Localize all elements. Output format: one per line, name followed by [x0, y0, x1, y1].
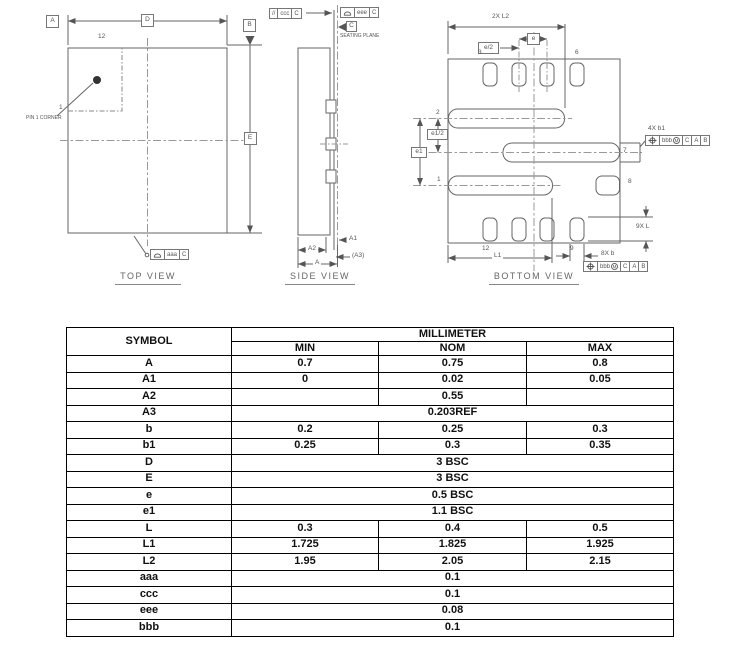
symbol-cell: L: [67, 521, 232, 538]
table-row: [67, 504, 674, 521]
symbol-cell: e1: [67, 504, 232, 521]
symbol-cell: A3: [67, 405, 232, 422]
table-row: [67, 537, 674, 554]
value-cell-merged: 3 BSC: [232, 455, 674, 472]
dim-label-4xb1: 4X b1: [648, 125, 665, 132]
fcf-side-profile: [340, 7, 379, 18]
value-cell: 0.5: [527, 521, 674, 538]
lead-bump: [326, 170, 336, 183]
dim-label-A: A: [315, 259, 320, 266]
side-view-title: SIDE VIEW: [280, 271, 360, 285]
dim-label-e1-half: e1/2: [427, 129, 448, 140]
dimension-table-body: [67, 328, 674, 637]
symbol-cell: L2: [67, 554, 232, 571]
fcf-tolerance: aaa: [164, 250, 179, 259]
value-cell: 0.25: [232, 438, 379, 455]
value-cell: 0.02: [379, 372, 527, 389]
pin3-number: 3: [478, 49, 482, 56]
fcf-datum: C: [620, 262, 629, 271]
table-row: [67, 471, 674, 488]
datum-b-triangle-icon: [246, 36, 255, 45]
pad: [570, 218, 584, 241]
datum-c-triangle-icon: [338, 23, 346, 31]
pin7-number: 7: [623, 147, 627, 154]
table-row: [67, 620, 674, 637]
table-row: [67, 438, 674, 455]
parallelism-icon: //: [272, 10, 276, 17]
fcf-datum: C: [291, 9, 300, 18]
pin9-number: 9: [570, 245, 574, 252]
dim-label-D: D: [141, 14, 154, 27]
symbol-cell: e: [67, 488, 232, 505]
table-row: [67, 405, 674, 422]
fcf-datum: C: [369, 8, 378, 17]
value-cell: 0: [232, 372, 379, 389]
top-view-title: TOP VIEW: [103, 271, 193, 285]
value-cell: 1.925: [527, 537, 674, 554]
pin8-number: 8: [628, 178, 632, 185]
fcf-parallelism: [269, 8, 302, 19]
symbol-header: SYMBOL: [67, 328, 232, 356]
fcf-datum: A: [691, 136, 700, 145]
profile-of-surface-icon: [151, 250, 164, 259]
leader-dot: [145, 253, 149, 257]
table-row: [67, 488, 674, 505]
value-cell-merged: 3 BSC: [232, 471, 674, 488]
seating-plane-note: SEATING PLANE: [340, 33, 380, 39]
unit-group-header: MILLIMETER: [232, 328, 674, 342]
table-row: [67, 587, 674, 604]
value-cell-merged: 1.1 BSC: [232, 504, 674, 521]
top-view-geometry: [57, 15, 262, 257]
pad-pin8: [596, 176, 620, 195]
value-cell: 0.3: [232, 521, 379, 538]
fcf-top-profile: [150, 249, 189, 260]
pin1-number: 1: [59, 104, 63, 111]
dim-label-L1: L1: [494, 252, 502, 259]
value-cell: 0.3: [379, 438, 527, 455]
fcf-datum: B: [638, 262, 647, 271]
value-cell: 0.2: [232, 422, 379, 439]
value-cell: 0.4: [379, 521, 527, 538]
leader-line: [134, 236, 146, 254]
value-cell: [527, 389, 674, 406]
position-tolerance-icon: [646, 136, 659, 145]
datum-a-flag: A: [46, 15, 59, 28]
dim-label-A3: (A3): [352, 252, 365, 259]
value-cell-merged: 0.1: [232, 620, 674, 637]
dim-label-9xL: 9X L: [636, 223, 650, 230]
value-cell-merged: 0.1: [232, 587, 674, 604]
value-cell: [232, 389, 379, 406]
table-row: [67, 521, 674, 538]
table-row: [67, 570, 674, 587]
symbol-cell: aaa: [67, 570, 232, 587]
fcf-tolerance: bbb M: [597, 262, 620, 271]
symbol-cell: A: [67, 356, 232, 373]
table-row: [67, 389, 674, 406]
position-tolerance-icon: [584, 262, 597, 271]
symbol-cell: A2: [67, 389, 232, 406]
fcf-datum: B: [700, 136, 709, 145]
value-cell: 1.95: [232, 554, 379, 571]
dim-label-E: E: [244, 132, 257, 145]
dim-label-2xL2: 2X L2: [492, 13, 509, 20]
symbol-cell: ccc: [67, 587, 232, 604]
symbol-cell: E: [67, 471, 232, 488]
table-row: [67, 455, 674, 472]
symbol-cell: b: [67, 422, 232, 439]
pin12-number: 12: [482, 245, 490, 252]
pad: [483, 218, 497, 241]
table-row: [67, 603, 674, 620]
profile-of-surface-icon: [341, 8, 354, 17]
fcf-tolerance: bbb M: [659, 136, 682, 145]
fcf-datum: A: [629, 262, 638, 271]
value-cell: 0.35: [527, 438, 674, 455]
value-cell: 0.25: [379, 422, 527, 439]
dim-label-8xb: 8X b: [601, 250, 615, 257]
pin2-number: 2: [436, 109, 440, 116]
pad: [512, 218, 526, 241]
pin1-corner-note: PIN 1 CORNER: [26, 115, 62, 121]
dimension-table: [66, 327, 674, 637]
value-cell-merged: 0.203REF: [232, 405, 674, 422]
table-row: [67, 554, 674, 571]
max-header: MAX: [527, 342, 674, 356]
value-cell: 2.15: [527, 554, 674, 571]
min-header: MIN: [232, 342, 379, 356]
pin6-number: 6: [575, 49, 579, 56]
nom-header: NOM: [379, 342, 527, 356]
fcf-tolerance: eee: [354, 8, 369, 17]
dim-label-e: e: [527, 33, 540, 45]
symbol-cell: eee: [67, 603, 232, 620]
symbol-cell: D: [67, 455, 232, 472]
dim-label-A2: A2: [308, 245, 316, 252]
value-cell: 0.55: [379, 389, 527, 406]
lead-bump: [326, 100, 336, 113]
fcf-b-position: [583, 261, 648, 272]
value-cell-merged: 0.08: [232, 603, 674, 620]
table-row: [67, 356, 674, 373]
value-cell: 2.05: [379, 554, 527, 571]
value-cell: 0.75: [379, 356, 527, 373]
bottom-view-geometry: [413, 21, 653, 271]
datum-c-flag: C: [346, 21, 357, 32]
symbol-cell: b1: [67, 438, 232, 455]
circled-m-icon: M: [612, 264, 617, 269]
pin1-number: 1: [437, 176, 441, 183]
dim-label-A1: A1: [349, 235, 357, 242]
table-header-row: [67, 328, 674, 342]
pin1-marker-dot: [93, 76, 101, 84]
symbol-cell: L1: [67, 537, 232, 554]
pad: [483, 63, 497, 86]
value-cell: 1.725: [232, 537, 379, 554]
dim-label-e1: e1: [411, 147, 427, 158]
value-cell: 1.825: [379, 537, 527, 554]
value-cell: 0.8: [527, 356, 674, 373]
value-cell: 0.05: [527, 372, 674, 389]
pad: [570, 63, 584, 86]
fcf-tolerance: ccc: [277, 9, 291, 18]
symbol-cell: bbb: [67, 620, 232, 637]
side-view-body-outline: [298, 48, 330, 235]
fcf-datum: C: [179, 250, 188, 259]
table-row: [67, 372, 674, 389]
bottom-view-title: BOTTOM VIEW: [479, 271, 589, 285]
pin12-number: 12: [98, 33, 106, 40]
dim-label-e-half: e/2: [478, 42, 499, 54]
datum-b-flag: B: [243, 19, 256, 32]
fcf-datum: C: [682, 136, 691, 145]
symbol-cell: A1: [67, 372, 232, 389]
fcf-b1-position: [645, 135, 710, 146]
value-cell: 0.7: [232, 356, 379, 373]
side-view-geometry: [298, 5, 350, 268]
value-cell: 0.3: [527, 422, 674, 439]
table-row: [67, 422, 674, 439]
value-cell-merged: 0.1: [232, 570, 674, 587]
value-cell-merged: 0.5 BSC: [232, 488, 674, 505]
circled-m-icon: M: [674, 138, 679, 143]
